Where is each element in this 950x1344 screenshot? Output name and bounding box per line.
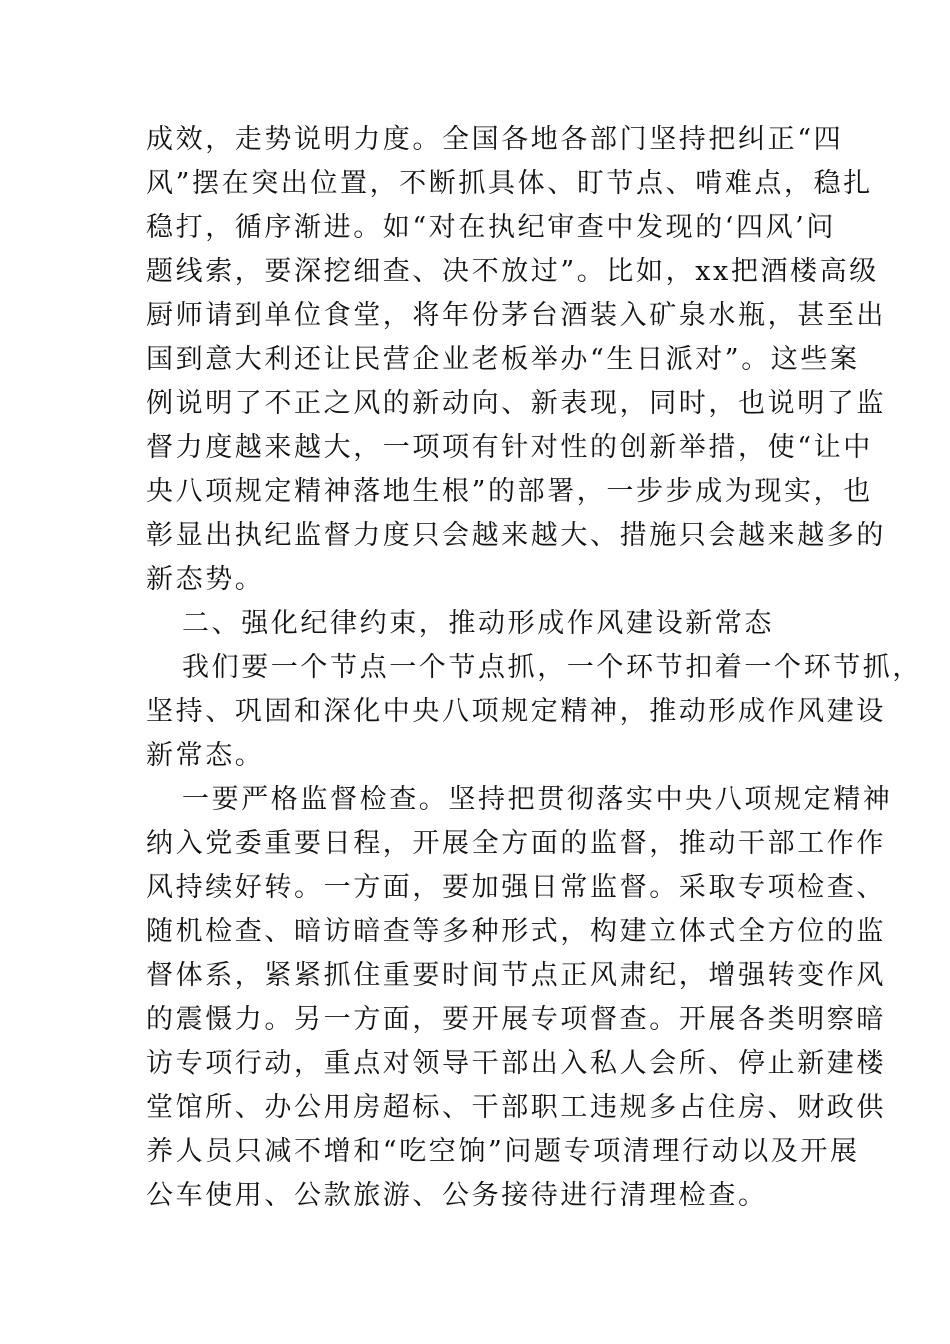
text-line: 访专项行动，重点对领导干部出入私人会所、停止新建楼 [146,1048,886,1079]
text-line: 国到意大利还让民营企业老板举办“生日派对”。这些案 [146,344,860,375]
section-heading: 二、强化纪律约束，推动形成作风建设新常态 [182,608,774,639]
text-line: 新态势。 [146,564,265,595]
text-line: 央八项规定精神落地生根”的部署，一步步成为现实，也 [146,476,873,507]
text-line: 成效，走势说明力度。全国各地各部门坚持把纠正“四 [146,124,844,155]
text-line: 厨师请到单位食堂，将年份茅台酒装入矿泉水瓶，甚至出 [146,300,886,331]
text-line: 的震慑力。另一方面，要开展专项督查。开展各类明察暗 [146,1004,886,1035]
text-line: 一要严格监督检查。坚持把贯彻落实中央八项规定精神 [182,784,893,815]
text-line: 稳打，循序渐进。如“对在执纪审查中发现的‘四风’问 [146,212,836,243]
text-line: 公车使用、公款旅游、公务接待进行清理检查。 [146,1180,768,1211]
text-line: 督力度越来越大，一项项有针对性的创新举措，使“让中 [146,432,873,463]
text-line: 风持续好转。一方面，要加强日常监督。采取专项检查、 [146,872,886,903]
text-line: 风”摆在突出位置，不断抓具体、盯节点、啃难点，稳扎 [146,168,873,199]
text-line: 督体系，紧紧抓住重要时间节点正风肃纪，增强转变作风 [146,960,886,991]
text-line: 堂馆所、办公用房超标、干部职工违规多占住房、财政供 [146,1092,886,1123]
text-line: 养人员只减不增和“吃空饷”问题专项清理行动以及开展 [146,1136,860,1167]
text-line: 随机检查、暗访暗查等多种形式，构建立体式全方位的监 [146,916,886,947]
text-line: 新常态。 [146,740,265,771]
text-line: 例说明了不正之风的新动向、新表现，同时，也说明了监 [146,388,886,419]
text-line: 题线索，要深挖细查、决不放过”。比如，xx把酒楼高级 [146,256,879,287]
text-line: 我们要一个节点一个节点抓，一个环节扣着一个环节抓， [182,652,922,683]
text-line: 坚持、巩固和深化中央八项规定精神，推动形成作风建设 [146,696,886,727]
text-line: 彰显出执纪监督力度只会越来越大、措施只会越来越多的 [146,520,886,551]
text-line: 纳入党委重要日程，开展全方面的监督，推动干部工作作 [146,828,886,859]
